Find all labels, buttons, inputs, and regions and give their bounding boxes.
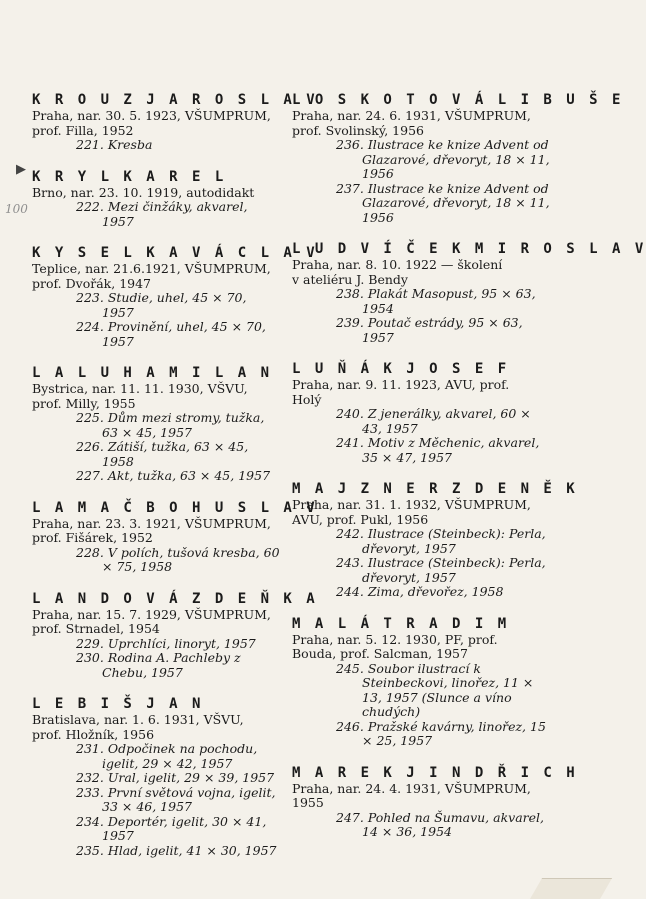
work-item <box>76 786 282 815</box>
artist-info-line: prof. Hložník, 1956 <box>32 726 155 742</box>
artist-entry <box>32 92 318 153</box>
works-list <box>76 200 282 229</box>
work-number: 227. <box>76 468 104 483</box>
work-title: Z jenerálky, akvarel, 60 × 43, 1957 <box>362 406 531 436</box>
work-title: Rodina A. Pachleby z Chebu, 1957 <box>102 650 241 680</box>
work-title: Ilustrace (Steinbeck): Perla, dřevoryt, 1957 <box>362 526 546 556</box>
artist-info-line: prof. Fišárek, 1952 <box>32 530 153 545</box>
work-number: 232. <box>76 770 104 785</box>
work-item <box>336 527 550 556</box>
work-item <box>336 585 550 600</box>
work-title: Pražské kavárny, linořez, 15 × 25, 1957 <box>362 718 546 748</box>
work-item <box>336 556 550 585</box>
work-title: Pohled na Šumavu, akvarel, 14 × 36, 1954 <box>362 809 545 839</box>
artist-entry <box>32 499 318 575</box>
work-title: Poutač estrády, 95 × 63, 1957 <box>362 315 523 345</box>
artist-info-line: 1955 <box>292 795 324 810</box>
work-title: V polích, tušová kresba, 60 × 75, 1958 <box>102 544 280 574</box>
artist-name: K R O U Z J A R O S L A V <box>32 92 318 108</box>
work-number: 226. <box>76 439 104 454</box>
work-number: 229. <box>76 635 104 651</box>
artist-info-line: prof. Milly, 1955 <box>32 395 136 411</box>
artist-entry <box>32 365 282 484</box>
work-number: 236. <box>336 137 364 152</box>
work-title: Akt, tužka, 63 × 45, 1957 <box>107 468 271 483</box>
artist-name: K R Y L K A R E L <box>32 168 227 185</box>
work-item <box>336 287 550 316</box>
work-title: Ilustrace ke knize Advent od Glazarové, dřevoryt, 18 × 11, 1956 <box>362 137 550 181</box>
artist-entry <box>292 241 646 345</box>
artist-info-line: Bystrica, nar. 11. 11. 1930, VŠVU, <box>32 381 248 396</box>
work-title: Zátiší, tužka, 63 × 45, 1958 <box>102 439 249 469</box>
work-title: Dům mezi stromy, tužka, 63 × 45, 1957 <box>102 410 265 440</box>
artist-entry <box>292 616 550 749</box>
work-number: 244. <box>336 584 364 599</box>
artist-info-line: Praha, nar. 24. 6. 1931, VŠUMPRUM, <box>292 108 531 123</box>
work-title: Provinění, uhel, 45 × 70, 1957 <box>102 319 266 349</box>
work-number: 238. <box>336 286 364 301</box>
work-item <box>76 291 282 320</box>
artist-info-line: prof. Strnadel, 1954 <box>32 621 160 636</box>
artist-info-line: Bouda, prof. Salcman, 1957 <box>292 646 468 661</box>
work-number: 241. <box>336 435 364 450</box>
work-item <box>336 316 550 345</box>
artist-info-line: Praha, nar. 24. 4. 1931, VŠUMPRUM, <box>292 780 531 796</box>
work-item <box>336 436 550 465</box>
artist-name: L O S K O T O V Á L I B U Š E <box>292 92 624 108</box>
work-number: 235. <box>76 842 104 858</box>
works-list <box>336 811 550 840</box>
work-item <box>76 200 282 229</box>
work-number: 242. <box>336 526 364 541</box>
work-title: Studie, uhel, 45 × 70, 1957 <box>102 290 247 320</box>
artist-entry <box>292 481 578 600</box>
work-number: 243. <box>336 555 364 570</box>
works-list <box>336 407 550 465</box>
artist-info-line: AVU, prof. Pukl, 1956 <box>292 511 429 527</box>
pencil-annotation: 100 <box>5 202 28 216</box>
work-title: Plakát Masopust, 95 × 63, 1954 <box>362 286 536 316</box>
work-number: 237. <box>336 180 364 196</box>
artist-info-line: Praha, nar. 9. 11. 1923, AVU, prof. <box>292 377 510 392</box>
work-number: 234. <box>76 813 104 829</box>
work-item <box>76 320 282 349</box>
work-item <box>76 844 282 859</box>
works-list <box>76 138 282 153</box>
artist-info-line: prof. Svolinský, 1956 <box>292 122 424 138</box>
work-item <box>76 469 282 484</box>
artist-name: M A R E K J I N D Ř I C H <box>292 764 578 781</box>
works-list <box>336 527 550 600</box>
work-title: Zima, dřevořez, 1958 <box>367 584 504 599</box>
artist-info-line: Praha, nar. 8. 10. 1922 — školení <box>292 257 503 272</box>
artist-name: L U D V Í Č E K M I R O S L A V <box>292 241 646 257</box>
right-column <box>292 92 646 856</box>
work-item <box>336 407 550 436</box>
artist-info-line: Praha, nar. 5. 12. 1930, PF, prof. <box>292 631 498 647</box>
work-title: Soubor ilustrací k Steinbeckovi, linořez, 11 × 13, 1957 (Slunce a víno chudých) <box>362 660 534 719</box>
work-item <box>336 720 550 749</box>
artist-name: M A L Á T R A D I M <box>292 615 510 632</box>
artist-entry <box>292 361 550 465</box>
artist-name: L A L U H A M I L A N <box>32 365 273 381</box>
work-number: 247. <box>336 809 364 825</box>
works-list <box>336 287 550 345</box>
artist-entry <box>32 696 282 858</box>
work-title: Ilustrace (Steinbeck): Perla, dřevoryt, 1957 <box>362 555 546 585</box>
artist-name: L A M A Č B O H U S L A V <box>32 499 318 516</box>
artist-info-line: Bratislava, nar. 1. 6. 1931, VŠVU, <box>32 712 244 727</box>
work-item <box>336 182 550 226</box>
works-list <box>76 291 282 349</box>
work-title: Odpočinek na pochodu, igelit, 29 × 42, 1957 <box>102 741 258 771</box>
work-number: 221. <box>76 137 104 152</box>
artist-info-line: prof. Filla, 1952 <box>32 122 134 138</box>
artist-info-line: Teplice, nar. 21.6.1921, VŠUMPRUM, <box>32 261 271 276</box>
work-title: Motiv z Měchenic, akvarel, 35 × 47, 1957 <box>362 435 540 465</box>
work-title: První světová vojna, igelit, 33 × 46, 1957 <box>102 784 276 814</box>
artist-entry <box>32 245 318 349</box>
artist-info-line: Holý <box>292 391 322 407</box>
work-item <box>336 811 550 840</box>
work-number: 233. <box>76 784 104 800</box>
work-title: Mezi činžáky, akvarel, 1957 <box>102 199 248 229</box>
work-item <box>76 742 282 771</box>
work-item <box>336 662 550 720</box>
artist-info-line: Praha, nar. 30. 5. 1923, VŠUMPRUM, <box>32 108 271 123</box>
work-number: 223. <box>76 290 104 305</box>
work-number: 231. <box>76 741 104 756</box>
work-number: 228. <box>76 544 104 560</box>
work-number: 225. <box>76 410 104 425</box>
work-number: 230. <box>76 650 104 665</box>
work-number: 224. <box>76 319 104 334</box>
work-number: 246. <box>336 718 364 734</box>
work-item <box>336 138 550 182</box>
work-number: 240. <box>336 406 364 421</box>
works-list <box>76 742 282 858</box>
works-list <box>76 411 282 484</box>
works-list <box>336 138 550 225</box>
artist-info-line: Praha, nar. 31. 1. 1932, VŠUMPRUM, <box>292 497 531 512</box>
artist-info-line: Praha, nar. 15. 7. 1929, VŠUMPRUM, <box>32 606 271 622</box>
artist-entry <box>292 764 578 840</box>
work-title: Ural, igelit, 29 × 39, 1957 <box>107 770 275 785</box>
work-title: Ilustrace ke knize Advent od Glazarové, dřevoryt, 18 × 11, 1956 <box>362 180 550 225</box>
works-list <box>76 546 282 575</box>
artist-entry <box>32 169 282 230</box>
artist-name: L E B I Š J A N <box>32 696 204 712</box>
artist-info-line: Praha, nar. 23. 3. 1921, VŠUMPRUM, <box>32 515 271 531</box>
artist-name: L U Ň Á K J O S E F <box>292 361 510 377</box>
work-item <box>76 411 282 440</box>
work-item <box>76 546 282 575</box>
work-item <box>76 440 282 469</box>
work-item <box>76 651 282 680</box>
artist-info-line: prof. Dvořák, 1947 <box>32 275 152 291</box>
work-item <box>76 138 282 153</box>
work-title: Hlad, igelit, 41 × 30, 1957 <box>107 842 277 858</box>
artist-name: M A J Z N E R Z D E N Ě K <box>292 481 578 497</box>
artist-name: L A N D O V Á Z D E Ň K A <box>32 590 318 607</box>
artist-info-line: v ateliéru J. Bendy <box>292 271 408 287</box>
works-list <box>336 662 550 749</box>
artist-name: K Y S E L K A V Á C L A V <box>32 245 318 261</box>
work-item <box>76 771 282 786</box>
work-number: 239. <box>336 315 364 330</box>
work-item <box>76 815 282 844</box>
work-item <box>76 637 282 652</box>
work-title: Uprchlíci, linoryt, 1957 <box>107 635 256 651</box>
artist-entry <box>32 590 318 681</box>
work-title: Deportér, igelit, 30 × 41, 1957 <box>102 813 267 843</box>
arrow-mark-icon: ▶ <box>16 162 26 177</box>
artist-info-line: Brno, nar. 23. 10. 1919, autodidakt <box>32 184 255 200</box>
artist-entry <box>292 92 624 225</box>
works-list <box>76 637 282 681</box>
work-title: Kresba <box>107 137 153 152</box>
page-corner-fold <box>530 878 612 899</box>
work-number: 222. <box>76 199 104 214</box>
work-number: 245. <box>336 660 364 676</box>
